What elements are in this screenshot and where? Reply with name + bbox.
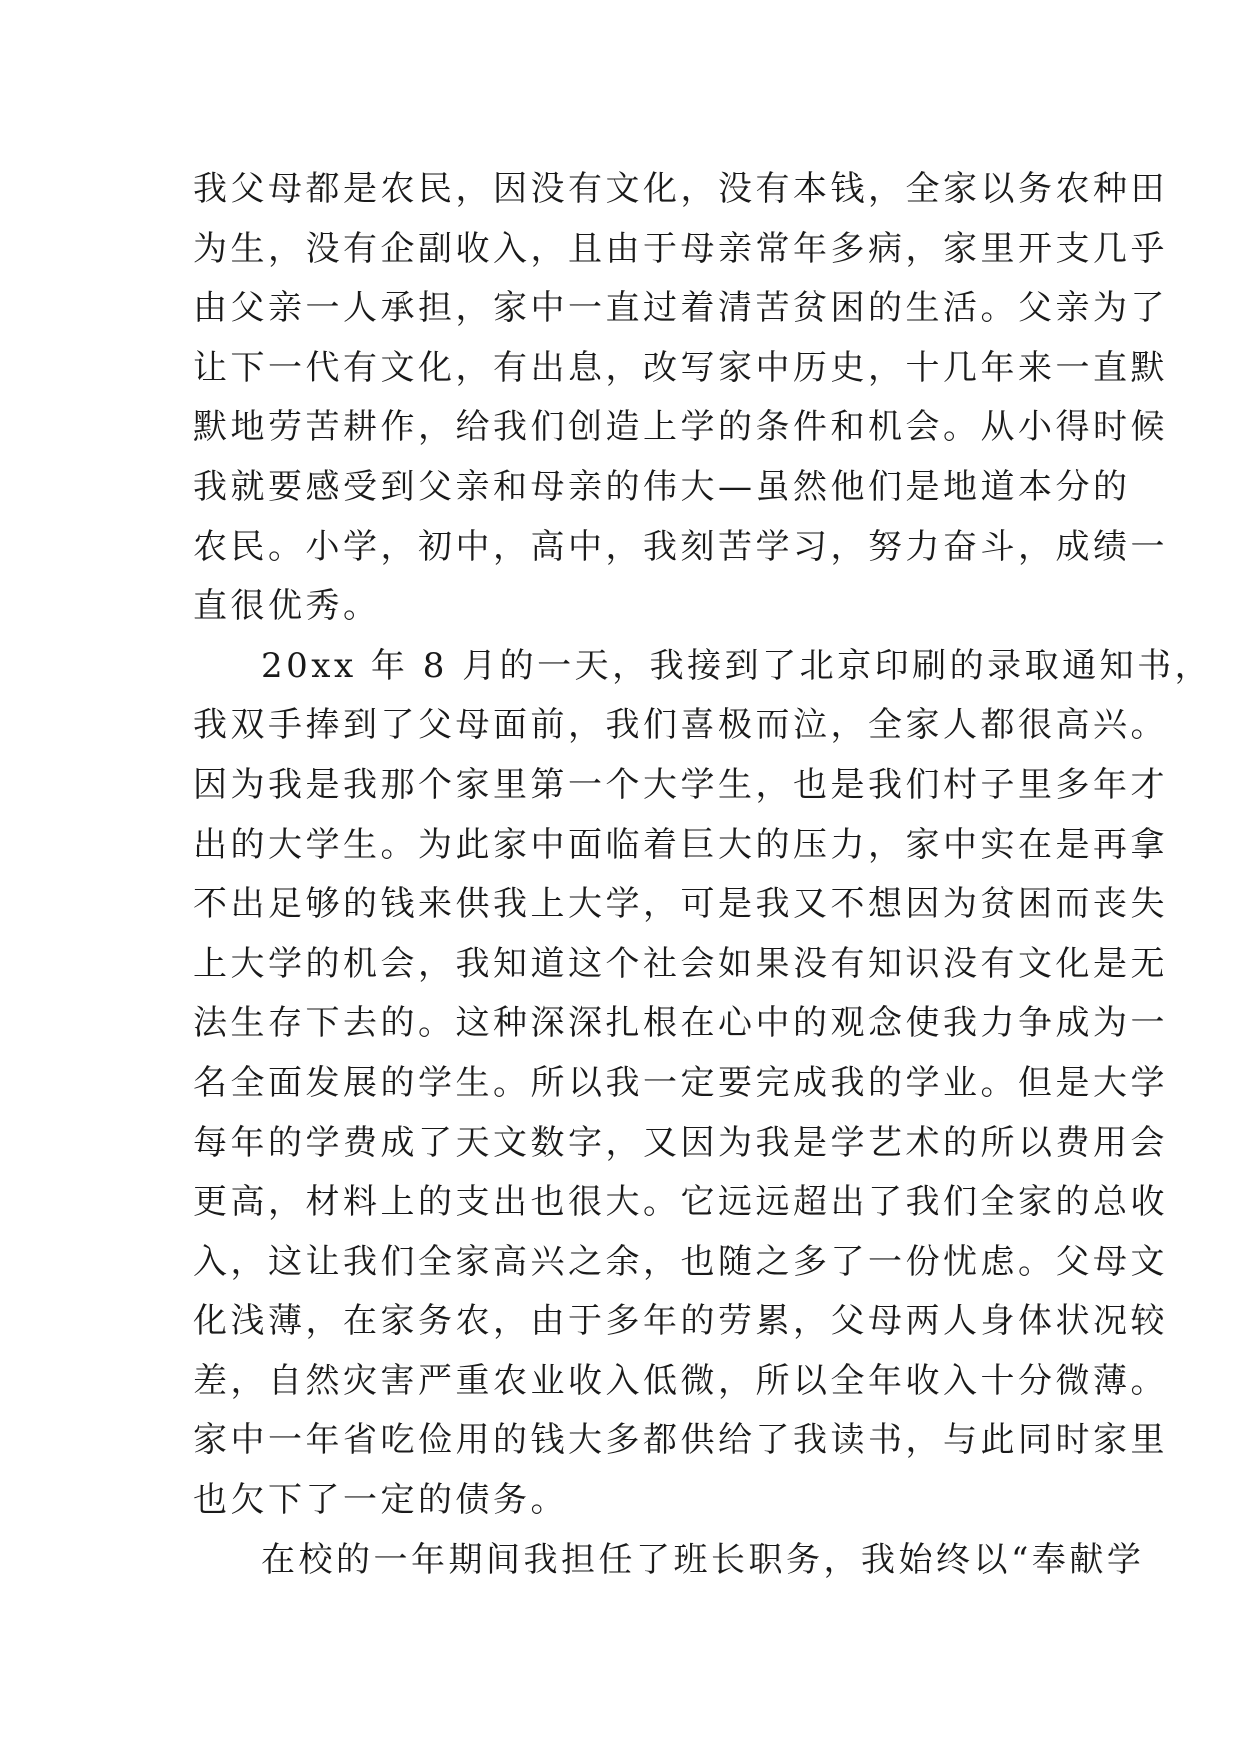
text-line: 化浅薄，在家务农，由于多年的劳累，父母两人身体状况较 [193, 1301, 1168, 1342]
text-line: 为生，没有企副收入，且由于母亲常年多病，家里开支几乎 [193, 228, 1168, 269]
text-line: 我双手捧到了父母面前，我们喜极而泣，全家人都很高兴。 [193, 705, 1168, 746]
text-line: 因为我是我那个家里第一个大学生，也是我们村子里多年才 [193, 764, 1168, 805]
text-line: 名全面发展的学生。所以我一定要完成我的学业。但是大学 [193, 1062, 1168, 1103]
text-line: 让下一代有文化，有出息，改写家中历史，十几年来一直默 [193, 347, 1168, 388]
text-line: 家中一年省吃俭用的钱大多都供给了我读书，与此同时家里 [193, 1420, 1168, 1461]
text-line: 我就要感受到父亲和母亲的伟大—虽然他们是地道本分的 [193, 466, 1131, 507]
text-line: 更高，材料上的支出也很大。它远远超出了我们全家的总收 [193, 1182, 1168, 1223]
text-line: 直很优秀。 [193, 586, 381, 627]
text-line: 法生存下去的。这种深深扎根在心中的观念使我力争成为一 [193, 1003, 1168, 1044]
text-line: 差，自然灾害严重农业收入低微，所以全年收入十分微薄。 [193, 1360, 1168, 1401]
text-line: 每年的学费成了天文数字，又因为我是学艺术的所以费用会 [193, 1122, 1168, 1163]
body-text [193, 160, 1213, 1590]
text-line: 出的大学生。为此家中面临着巨大的压力，家中实在是再拿 [193, 824, 1168, 865]
text-line: 不出足够的钱来供我上大学，可是我又不想因为贫困而丧失 [193, 884, 1168, 925]
text-line: 上大学的机会，我知道这个社会如果没有知识没有文化是无 [193, 943, 1168, 984]
text-line: 也欠下了一定的债务。 [193, 1480, 568, 1521]
text-line: 入，这让我们全家高兴之余，也随之多了一份忧虑。父母文 [193, 1241, 1168, 1282]
text-line: 在校的一年期间我担任了班长职务，我始终以“奉献学 [261, 1539, 1145, 1580]
text-line: 农民。小学，初中，高中，我刻苦学习，努力奋斗，成绩一 [193, 526, 1168, 567]
text-line: 20xx 年 8 月的一天，我接到了北京印刷的录取通知书， [261, 645, 1213, 686]
text-line: 由父亲一人承担，家中一直过着清苦贫困的生活。父亲为了 [193, 288, 1168, 329]
text-line: 我父母都是农民，因没有文化，没有本钱，全家以务农种田 [193, 169, 1168, 209]
text-line: 默地劳苦耕作，给我们创造上学的条件和机会。从小得时候 [193, 407, 1168, 448]
